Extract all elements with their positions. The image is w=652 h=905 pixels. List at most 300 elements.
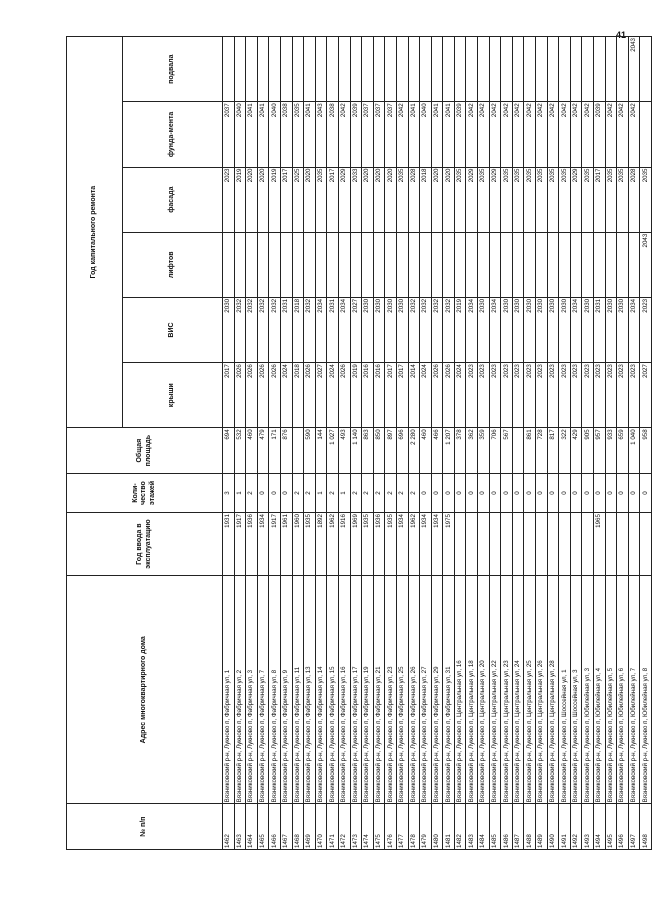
area-cell: 378 <box>454 428 466 474</box>
area-cell: 1 040 <box>628 428 640 474</box>
table-row <box>373 37 385 850</box>
table-row <box>559 37 571 850</box>
lifts-cell <box>559 232 571 297</box>
basement-cell <box>559 37 571 102</box>
floors-cell: 0 <box>570 473 582 512</box>
basement-cell <box>396 37 408 102</box>
facade-cell: 2035 <box>524 167 536 232</box>
facade-cell: 2020 <box>431 167 443 232</box>
basement-cell <box>373 37 385 102</box>
area-cell: 460 <box>420 428 432 474</box>
floors-cell: 0 <box>512 473 524 512</box>
roof-cell: 2017 <box>396 363 408 428</box>
address-cell: Вязниковский р-н, Лукново п, Фабричная ул, 16 <box>338 576 350 804</box>
address-cell: Вязниковский р-н, Лукново п, Фабричная ул, 3 <box>246 576 258 804</box>
basement-cell <box>605 37 617 102</box>
foundation-cell: 2039 <box>350 102 362 167</box>
vis-cell: 2030 <box>512 297 524 362</box>
address-cell: Вязниковский р-н, Лукново п, Центральная ул, 25 <box>524 576 536 804</box>
vis-cell: 2034 <box>315 297 327 362</box>
roof-cell: 2023 <box>489 363 501 428</box>
roof-cell: 2023 <box>617 363 629 428</box>
foundation-cell: 2040 <box>269 102 281 167</box>
row-num-cell: 1473 <box>350 804 362 850</box>
foundation-cell: 2041 <box>246 102 258 167</box>
foundation-cell: 2042 <box>617 102 629 167</box>
address-cell: Вязниковский р-н, Лукново п, Фабричная ул, 25 <box>396 576 408 804</box>
vis-cell: 2030 <box>478 297 490 362</box>
basement-cell <box>257 37 269 102</box>
table-row <box>524 37 536 850</box>
lifts-cell <box>501 232 513 297</box>
floors-cell: 1 <box>234 473 246 512</box>
facade-cell: 2020 <box>257 167 269 232</box>
facade-cell: 2017 <box>594 167 606 232</box>
floors-cell: 0 <box>605 473 617 512</box>
year-cell <box>547 513 559 576</box>
roof-cell: 2026 <box>338 363 350 428</box>
basement-cell <box>617 37 629 102</box>
vis-cell: 2030 <box>501 297 513 362</box>
foundation-cell: 2042 <box>559 102 571 167</box>
lifts-cell <box>443 232 455 297</box>
table-row <box>350 37 362 850</box>
lifts-cell <box>617 232 629 297</box>
vis-cell: 2032 <box>431 297 443 362</box>
vis-cell: 2034 <box>570 297 582 362</box>
vis-cell: 2030 <box>617 297 629 362</box>
basement-cell <box>234 37 246 102</box>
lifts-cell <box>269 232 281 297</box>
row-num-cell: 1471 <box>327 804 339 850</box>
address-cell: Вязниковский р-н, Лукново п, Центральная ул, 24 <box>512 576 524 804</box>
foundation-cell: 2042 <box>605 102 617 167</box>
area-cell: 728 <box>536 428 548 474</box>
table-row <box>443 37 455 850</box>
row-num-cell: 1492 <box>570 804 582 850</box>
row-num-cell: 1477 <box>396 804 408 850</box>
row-num-cell: 1485 <box>489 804 501 850</box>
area-cell: 706 <box>489 428 501 474</box>
foundation-cell: 2040 <box>234 102 246 167</box>
basement-cell <box>338 37 350 102</box>
address-cell: Вязниковский р-н, Лукново п, Фабричная ул, 27 <box>420 576 432 804</box>
foundation-cell: 2041 <box>431 102 443 167</box>
floors-cell: 3 <box>223 473 235 512</box>
facade-cell: 2025 <box>292 167 304 232</box>
address-cell: Вязниковский р-н, Лукново п, Центральная ул, 26 <box>536 576 548 804</box>
vis-cell: 2034 <box>338 297 350 362</box>
year-cell <box>536 513 548 576</box>
year-cell <box>582 513 594 576</box>
header-area: Общая площадь <box>67 428 223 474</box>
lifts-cell <box>385 232 397 297</box>
lifts-cell <box>524 232 536 297</box>
facade-cell: 2028 <box>628 167 640 232</box>
address-cell: Вязниковский р-н, Лукново п, Фабричная ул, 8 <box>269 576 281 804</box>
table-body <box>223 37 652 850</box>
address-cell: Вязниковский р-н, Лукново п, Центральная ул, 28 <box>547 576 559 804</box>
header-basement: подвала <box>123 37 223 102</box>
facade-cell: 2028 <box>408 167 420 232</box>
row-num-cell: 1480 <box>431 804 443 850</box>
facade-cell: 2035 <box>582 167 594 232</box>
facade-cell: 2035 <box>547 167 559 232</box>
year-cell: 1935 <box>385 513 397 576</box>
row-num-cell: 1493 <box>582 804 594 850</box>
table-row <box>617 37 629 850</box>
lifts-cell <box>327 232 339 297</box>
lifts-cell <box>362 232 374 297</box>
area-cell: 696 <box>396 428 408 474</box>
lifts-cell <box>489 232 501 297</box>
roof-cell: 2023 <box>547 363 559 428</box>
roof-cell: 2016 <box>362 363 374 428</box>
row-num-cell: 1489 <box>536 804 548 850</box>
facade-cell: 2029 <box>570 167 582 232</box>
vis-cell: 2032 <box>257 297 269 362</box>
roof-cell: 2023 <box>605 363 617 428</box>
floors-cell: 0 <box>594 473 606 512</box>
year-cell: 1975 <box>443 513 455 576</box>
address-cell: Вязниковский р-н, Лукново п, Фабричная ул, 2 <box>234 576 246 804</box>
lifts-cell <box>420 232 432 297</box>
address-cell: Вязниковский р-н, Лукново п, Юбилейная ул, 3 <box>582 576 594 804</box>
lifts-cell <box>257 232 269 297</box>
table-row <box>385 37 397 850</box>
floors-cell: 2 <box>385 473 397 512</box>
table-row <box>628 37 640 850</box>
roof-cell: 2026 <box>269 363 281 428</box>
vis-cell: 2030 <box>547 297 559 362</box>
vis-cell: 2019 <box>454 297 466 362</box>
floors-cell: 0 <box>547 473 559 512</box>
basement-cell <box>640 37 652 102</box>
table-row <box>234 37 246 850</box>
foundation-cell: 2038 <box>280 102 292 167</box>
area-cell: 171 <box>269 428 281 474</box>
address-cell: Вязниковский р-н, Лукново п, Фабричная ул, 31 <box>443 576 455 804</box>
address-cell: Вязниковский р-н, Лукново п, Юбилейная ул, 4 <box>594 576 606 804</box>
rotated-page <box>66 36 649 850</box>
year-cell <box>640 513 652 576</box>
foundation-cell: 2035 <box>292 102 304 167</box>
row-num-cell: 1484 <box>478 804 490 850</box>
foundation-cell: 2042 <box>524 102 536 167</box>
basement-cell <box>385 37 397 102</box>
facade-cell: 2020 <box>246 167 258 232</box>
table-row <box>362 37 374 850</box>
area-cell: 144 <box>315 428 327 474</box>
area-cell: 479 <box>257 428 269 474</box>
row-num-cell: 1476 <box>385 804 397 850</box>
foundation-cell: 2041 <box>408 102 420 167</box>
foundation-cell <box>640 102 652 167</box>
row-num-cell: 1479 <box>420 804 432 850</box>
facade-cell: 2035 <box>315 167 327 232</box>
table-row <box>304 37 316 850</box>
lifts-cell <box>628 232 640 297</box>
row-num-cell: 1488 <box>524 804 536 850</box>
row-num-cell: 1472 <box>338 804 350 850</box>
table-row <box>327 37 339 850</box>
row-num-cell: 1491 <box>559 804 571 850</box>
lifts-cell <box>350 232 362 297</box>
roof-cell: 2017 <box>385 363 397 428</box>
address-cell: Вязниковский р-н, Лукново п, Фабричная ул, 11 <box>292 576 304 804</box>
roof-cell: 2023 <box>570 363 582 428</box>
area-cell: 1 027 <box>327 428 339 474</box>
foundation-cell: 2041 <box>443 102 455 167</box>
area-cell: 1 140 <box>350 428 362 474</box>
foundation-cell: 2037 <box>385 102 397 167</box>
address-cell: Вязниковский р-н, Лукново п, Фабричная ул, 14 <box>315 576 327 804</box>
roof-cell: 2026 <box>443 363 455 428</box>
facade-cell: 2019 <box>234 167 246 232</box>
roof-cell: 2026 <box>304 363 316 428</box>
row-num-cell: 1478 <box>408 804 420 850</box>
foundation-cell: 2042 <box>628 102 640 167</box>
roof-cell: 2023 <box>628 363 640 428</box>
roof-cell: 2024 <box>327 363 339 428</box>
lifts-cell <box>234 232 246 297</box>
header-capital-repair: Год капитального ремонта <box>67 37 123 428</box>
address-cell: Вязниковский р-н, Лукново п, Центральная ул, 23 <box>501 576 513 804</box>
floors-cell: 0 <box>489 473 501 512</box>
floors-cell: 0 <box>431 473 443 512</box>
table-row <box>269 37 281 850</box>
row-num-cell: 1467 <box>280 804 292 850</box>
roof-cell: 2023 <box>501 363 513 428</box>
facade-cell: 2029 <box>466 167 478 232</box>
vis-cell: 2032 <box>304 297 316 362</box>
roof-cell: 2019 <box>350 363 362 428</box>
year-cell: 1934 <box>396 513 408 576</box>
floors-cell: 2 <box>373 473 385 512</box>
basement-cell <box>246 37 258 102</box>
vis-cell: 2030 <box>536 297 548 362</box>
roof-cell: 2026 <box>234 363 246 428</box>
address-cell: Вязниковский р-н, Лукново п, Фабричная ул, 26 <box>408 576 420 804</box>
facade-cell: 2035 <box>536 167 548 232</box>
vis-cell: 2030 <box>385 297 397 362</box>
table-row <box>512 37 524 850</box>
basement-cell <box>536 37 548 102</box>
row-num-cell: 1475 <box>373 804 385 850</box>
lifts-cell <box>570 232 582 297</box>
table-row <box>582 37 594 850</box>
basement-cell <box>570 37 582 102</box>
basement-cell <box>547 37 559 102</box>
area-cell: 817 <box>547 428 559 474</box>
lifts-cell <box>466 232 478 297</box>
vis-cell: 2034 <box>466 297 478 362</box>
floors-cell: 0 <box>478 473 490 512</box>
facade-cell: 2033 <box>350 167 362 232</box>
vis-cell: 2032 <box>246 297 258 362</box>
header-num: № п/п <box>67 804 223 850</box>
vis-cell: 2032 <box>420 297 432 362</box>
area-cell: 958 <box>640 428 652 474</box>
year-cell: 1892 <box>315 513 327 576</box>
row-num-cell: 1495 <box>605 804 617 850</box>
floors-cell: 2 <box>327 473 339 512</box>
year-cell: 1934 <box>431 513 443 576</box>
facade-cell: 2035 <box>559 167 571 232</box>
lifts-cell <box>396 232 408 297</box>
year-cell <box>501 513 513 576</box>
lifts-cell <box>304 232 316 297</box>
basement-cell <box>304 37 316 102</box>
foundation-cell: 2042 <box>512 102 524 167</box>
floors-cell: 2 <box>396 473 408 512</box>
table-row <box>408 37 420 850</box>
row-num-cell: 1483 <box>466 804 478 850</box>
year-cell: 1931 <box>223 513 235 576</box>
year-cell: 1917 <box>234 513 246 576</box>
year-cell: 1936 <box>246 513 258 576</box>
row-num-cell: 1465 <box>257 804 269 850</box>
lifts-cell <box>246 232 258 297</box>
foundation-cell: 2040 <box>420 102 432 167</box>
year-cell: 1965 <box>594 513 606 576</box>
row-num-cell: 1464 <box>246 804 258 850</box>
year-cell: 1936 <box>373 513 385 576</box>
roof-cell: 2023 <box>559 363 571 428</box>
table-row <box>536 37 548 850</box>
facade-cell: 2035 <box>640 167 652 232</box>
foundation-cell: 2039 <box>454 102 466 167</box>
vis-cell: 2032 <box>269 297 281 362</box>
header-year: Год ввода в эксплуатацию <box>67 513 223 576</box>
area-cell: 1 207 <box>443 428 455 474</box>
facade-cell: 2020 <box>385 167 397 232</box>
facade-cell: 2035 <box>454 167 466 232</box>
lifts-cell <box>547 232 559 297</box>
facade-cell: 2035 <box>396 167 408 232</box>
row-num-cell: 1490 <box>547 804 559 850</box>
basement-cell <box>223 37 235 102</box>
facade-cell: 2020 <box>304 167 316 232</box>
address-cell: Вязниковский р-н, Лукново п, Юбилейная ул, 6 <box>617 576 629 804</box>
floors-cell: 1 <box>315 473 327 512</box>
lifts-cell <box>605 232 617 297</box>
foundation-cell: 2042 <box>501 102 513 167</box>
floors-cell: 2 <box>408 473 420 512</box>
address-cell: Вязниковский р-н, Лукново п, Шоссейная ул, 3 <box>570 576 582 804</box>
basement-cell <box>362 37 374 102</box>
floors-cell: 0 <box>582 473 594 512</box>
vis-cell: 2032 <box>443 297 455 362</box>
lifts-cell <box>223 232 235 297</box>
area-cell: 466 <box>431 428 443 474</box>
facade-cell: 2029 <box>489 167 501 232</box>
basement-cell <box>501 37 513 102</box>
floors-cell: 0 <box>501 473 513 512</box>
year-cell: 1916 <box>338 513 350 576</box>
year-cell <box>466 513 478 576</box>
vis-cell: 2030 <box>396 297 408 362</box>
header-lifts: лифтов <box>123 232 223 297</box>
header-foundation: фунда-мента <box>123 102 223 167</box>
foundation-cell: 2037 <box>362 102 374 167</box>
vis-cell: 2031 <box>327 297 339 362</box>
roof-cell: 2023 <box>478 363 490 428</box>
year-cell: 1962 <box>327 513 339 576</box>
lifts-cell <box>454 232 466 297</box>
facade-cell: 2035 <box>501 167 513 232</box>
lifts-cell <box>315 232 327 297</box>
vis-cell: 2027 <box>350 297 362 362</box>
table-row <box>605 37 617 850</box>
foundation-cell: 2037 <box>223 102 235 167</box>
address-cell: Вязниковский р-н, Лукново п, Фабричная ул, 23 <box>385 576 397 804</box>
roof-cell: 2023 <box>512 363 524 428</box>
area-cell: 460 <box>246 428 258 474</box>
basement-cell <box>443 37 455 102</box>
lifts-cell <box>582 232 594 297</box>
roof-cell: 2024 <box>420 363 432 428</box>
facade-cell: 2035 <box>617 167 629 232</box>
area-cell: 863 <box>362 428 374 474</box>
area-cell: 322 <box>559 428 571 474</box>
table-row <box>466 37 478 850</box>
year-cell: 1934 <box>420 513 432 576</box>
address-cell: Вязниковский р-н, Лукново п, Центральная ул, 16 <box>454 576 466 804</box>
floors-cell: 0 <box>443 473 455 512</box>
vis-cell: 2030 <box>582 297 594 362</box>
address-cell: Вязниковский р-н, Лукново п, Фабричная ул, 15 <box>327 576 339 804</box>
roof-cell: 2023 <box>582 363 594 428</box>
year-cell: 1960 <box>292 513 304 576</box>
foundation-cell: 2042 <box>536 102 548 167</box>
year-cell <box>478 513 490 576</box>
table-row <box>594 37 606 850</box>
capital-repair-table <box>66 36 652 850</box>
table-row <box>501 37 513 850</box>
table-row <box>570 37 582 850</box>
basement-cell <box>269 37 281 102</box>
lifts-cell <box>478 232 490 297</box>
row-num-cell: 1486 <box>501 804 513 850</box>
basement-cell <box>280 37 292 102</box>
row-num-cell: 1474 <box>362 804 374 850</box>
vis-cell: 2031 <box>594 297 606 362</box>
area-cell: 493 <box>338 428 350 474</box>
area-cell: 359 <box>478 428 490 474</box>
year-cell <box>570 513 582 576</box>
basement-cell <box>582 37 594 102</box>
basement-cell: 2043 <box>628 37 640 102</box>
basement-cell <box>478 37 490 102</box>
table-row <box>223 37 235 850</box>
floors-cell: 2 <box>292 473 304 512</box>
vis-cell: 2031 <box>280 297 292 362</box>
address-cell: Вязниковский р-н, Лукново п, Шоссейная ул, 1 <box>559 576 571 804</box>
row-num-cell: 1469 <box>304 804 316 850</box>
lifts-cell <box>408 232 420 297</box>
facade-cell: 2019 <box>269 167 281 232</box>
facade-cell: 2029 <box>338 167 350 232</box>
floors-cell: 0 <box>559 473 571 512</box>
floors-cell: 0 <box>280 473 292 512</box>
table-row <box>315 37 327 850</box>
lifts-cell <box>292 232 304 297</box>
row-num-cell: 1462 <box>223 804 235 850</box>
area-cell: 850 <box>373 428 385 474</box>
area-cell: 2 280 <box>408 428 420 474</box>
basement-cell <box>408 37 420 102</box>
